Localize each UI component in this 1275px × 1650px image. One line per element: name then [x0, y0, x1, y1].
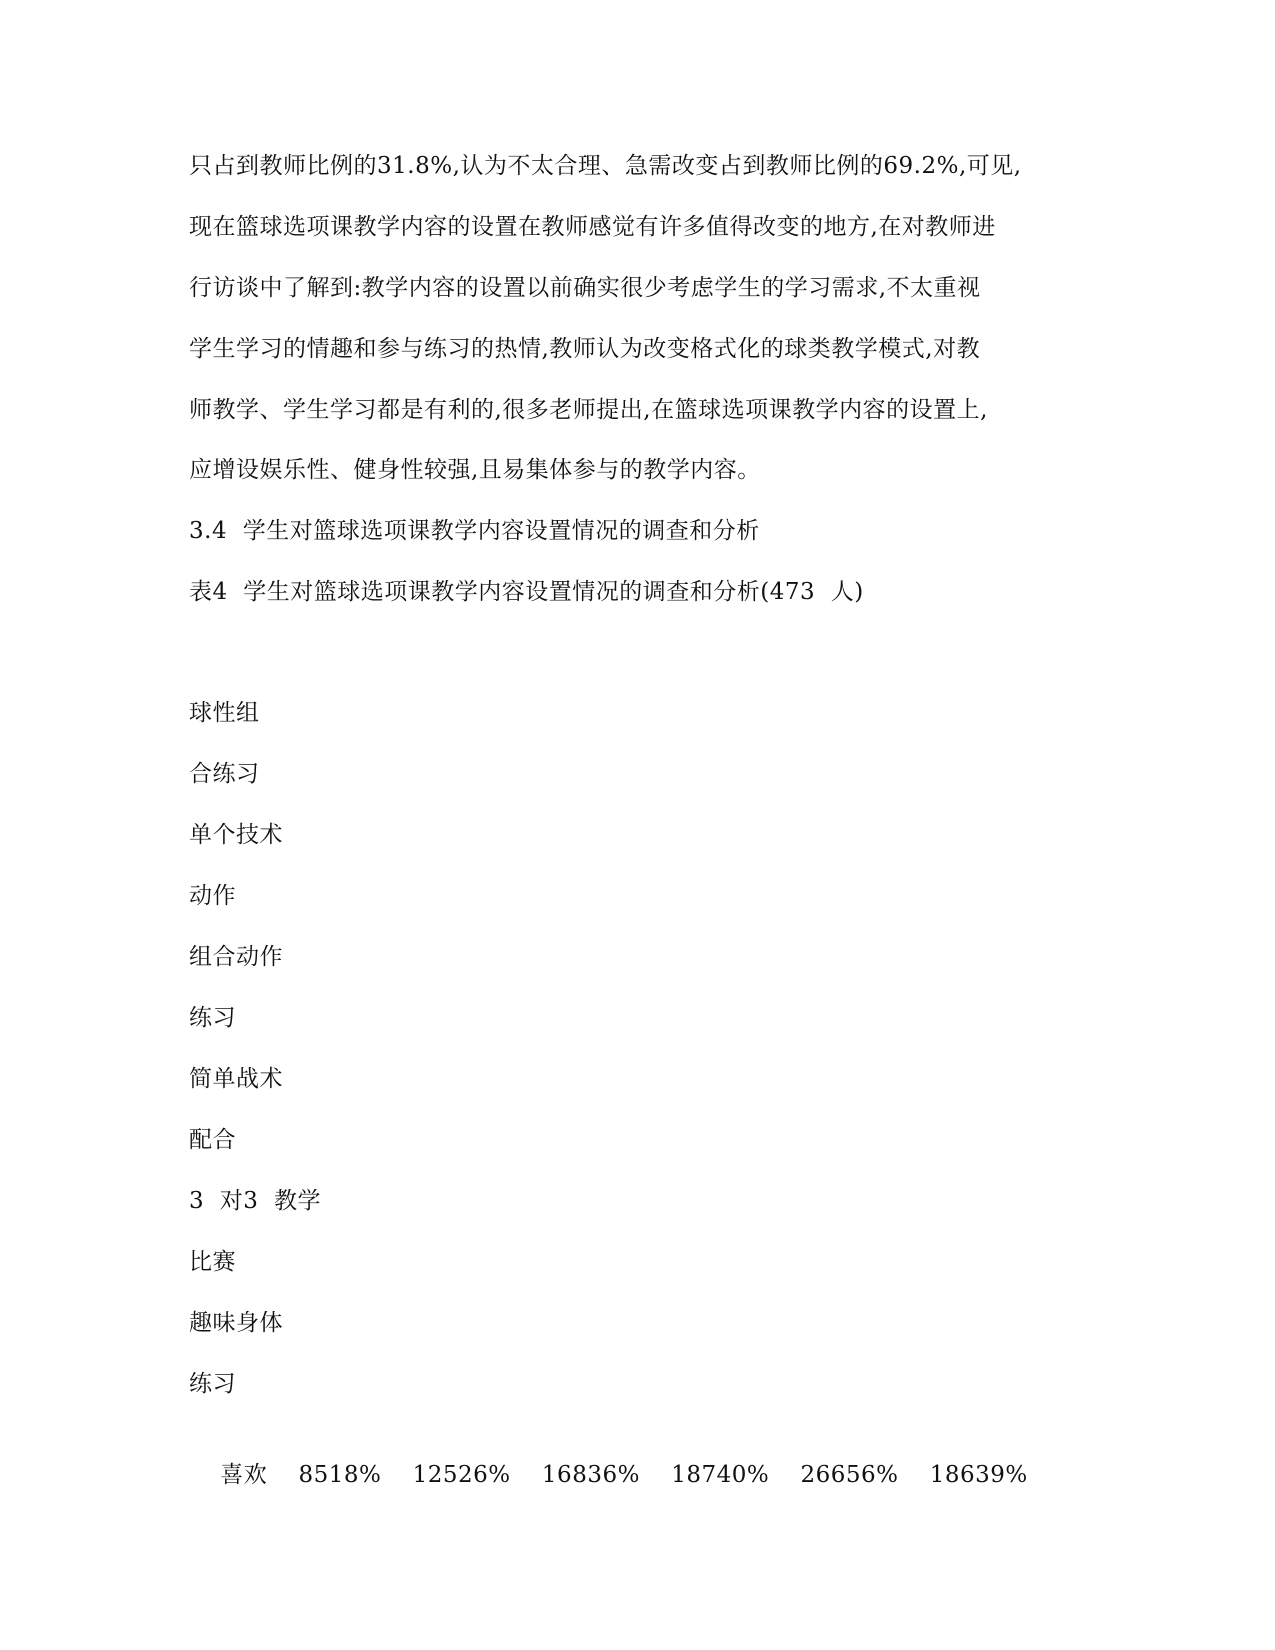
table-header-cell: 组合动作: [189, 944, 283, 970]
table-header-cell: 球性组: [189, 700, 260, 726]
paragraph-line: 现在篮球选项课教学内容的设置在教师感觉有许多值得改变的地方,在对教师进: [189, 214, 996, 240]
paragraph-line: 学生学习的情趣和参与练习的热情,教师认为改变格式化的球类教学模式,对教: [189, 336, 981, 362]
table-cell: 16836%: [541, 1462, 640, 1488]
table-cell: 26656%: [800, 1462, 899, 1488]
paragraph-line: 应增设娱乐性、健身性较强,且易集体参与的教学内容。: [189, 457, 761, 483]
table-header-cell: 简单战术: [189, 1066, 283, 1092]
row-label: 喜欢: [220, 1462, 268, 1488]
table-row: [189, 1430, 1028, 1520]
table-header-cell: 比赛: [189, 1249, 236, 1275]
paragraph-line: 行访谈中了解到:教学内容的设置以前确实很少考虑学生的学习需求,不太重视: [189, 275, 981, 301]
table-header-cell: 练习: [189, 1005, 236, 1031]
table-cell: 12526%: [412, 1462, 511, 1488]
table-cell: 8518%: [298, 1462, 382, 1488]
table-caption: 表4 学生对篮球选项课教学内容设置情况的调查和分析(473 人): [189, 579, 864, 605]
table-cell: 18639%: [929, 1462, 1028, 1488]
paragraph-line: 只占到教师比例的31.8%,认为不太合理、急需改变占到教师比例的69.2%,可见,: [189, 153, 1022, 179]
section-heading: 3.4 学生对篮球选项课教学内容设置情况的调查和分析: [189, 518, 760, 544]
table-header-cell: 3 对3 教学: [189, 1188, 322, 1214]
table-header-cell: 单个技术: [189, 822, 283, 848]
table-header-cell: 动作: [189, 883, 236, 909]
table-cell: 18740%: [671, 1462, 770, 1488]
table-header-cell: 练习: [189, 1371, 236, 1397]
table-header-cell: 配合: [189, 1127, 236, 1153]
paragraph-line: 师教学、学生学习都是有利的,很多老师提出,在篮球选项课教学内容的设置上,: [189, 397, 988, 423]
table-header-cell: 趣味身体: [189, 1310, 283, 1336]
table-header-cell: 合练习: [189, 761, 260, 787]
